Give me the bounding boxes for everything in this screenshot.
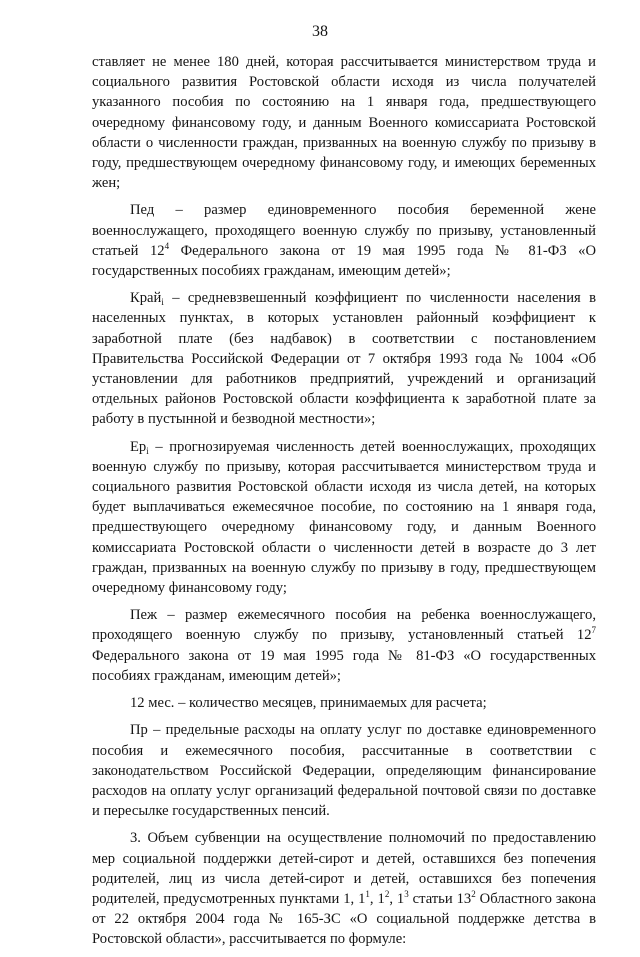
paragraph-ped bbox=[92, 200, 596, 281]
superscript: 3 bbox=[404, 888, 409, 899]
subscript: i bbox=[146, 445, 149, 456]
paragraph-krai bbox=[92, 288, 596, 429]
paragraph-months: 12 мес. – количество месяцев, принимаемых для расчета; bbox=[130, 695, 487, 712]
paragraph-pr: Пр – предельные расходы на оплату услуг по доставке единовременного пособия и ежемесячного пособия, рассчитанные в соответствии с законодательством Российской Федерации, определяющим финансирование расходов на оплату услуг организаций федеральной почтовой связи по доставке и пересылке государственных пенсий. bbox=[92, 722, 596, 820]
superscript: 2 bbox=[384, 888, 390, 899]
text-segment: Федерального закона от 19 мая 1995 года № 81-ФЗ «О государственных пособиях гражданам, имеющим детей»; bbox=[92, 647, 596, 684]
superscript: 4 bbox=[164, 240, 170, 251]
text-segment: , 1 bbox=[389, 890, 405, 907]
text-segment: Федерального закона от 19 мая 1995 года № 81-ФЗ «О государственных пособиях гражданам, имеющим детей»; bbox=[92, 242, 596, 280]
text-segment: 3. Объем субвенции на осуществление полномочий по предоставлению мер социальной поддержки детей-сирот и детей, оставшихся без попечения родителей, лиц из числа детей-сирот и детей, оставшихся без попечения родителей, предусмотренных пунктами 1, 1 bbox=[92, 830, 596, 907]
subscript: i bbox=[161, 297, 164, 308]
paragraph-er bbox=[92, 437, 596, 599]
text-segment: статьи 13 bbox=[408, 890, 472, 907]
superscript: 7 bbox=[591, 625, 596, 636]
text-segment: – средневзвешенный коэффициент по численности населения в населенных пунктах, в которых установлен районный коэффициент к заработной плате (без надбавок) в соответствии с постановлением Правительства Российской Федерации от 7 октября 1993 года № 1004 «Об установлении для работников предприятий, учреждений и организаций отдельных районов Ростовской области коэффициента к заработной плате за работу в пустынной и безводной местности»; bbox=[92, 290, 596, 428]
superscript: 1 bbox=[365, 888, 370, 899]
text-segment: – прогнозируемая численность детей военнослужащих, проходящих военную службу по призыву, которая рассчитывается министерством труда и социального развития Ростовской области исходя из числа детей, на которых будет выплачиваться ежемесячное пособие, по состоянию на 1 января года, предшествующего очередному финансовому году, и данным Военного комиссариата Ростовской области о численности детей в возрасте до 3 лет граждан, призванных на военную службу по призыву в году, предшествующем очередному финансовому году; bbox=[92, 438, 596, 597]
paragraph-1: ставляет не менее 180 дней, которая рассчитывается министерством труда и социального развития Ростовской области исходя из числа получателей указанного пособия по состоянию на 1 января года, предшествующего очередному финансовому году, и данным Военного комиссариата Ростовской области о численности граждан, призванных на военную службу по призыву в году, предшествующем очередному финансовому году, и имеющих беременных жен; bbox=[92, 54, 596, 192]
document-body bbox=[92, 52, 596, 957]
text-segment: Пед – размер единовременного пособия беременной жене военнослужащего, проходящего военную службу по призыву, установленный статьей 12 bbox=[92, 202, 596, 259]
text-segment: Областного закона от 22 октября 2004 года № 165-ЗС «О социальной поддержке детства в Ростовской области», рассчитывается по формуле: bbox=[92, 890, 597, 948]
text-segment: Край bbox=[130, 290, 162, 307]
text-segment: Пеж – размер ежемесячного пособия на ребенка военнослужащего, проходящего военную службу по призыву, установленный статьей 12 bbox=[92, 607, 596, 644]
superscript: 2 bbox=[471, 888, 476, 899]
page-number: 38 bbox=[312, 23, 328, 40]
text-segment: Ер bbox=[130, 438, 147, 455]
text-segment: , 1 bbox=[369, 890, 385, 907]
paragraph-pezh bbox=[92, 605, 596, 686]
paragraph-section-3 bbox=[92, 828, 596, 949]
